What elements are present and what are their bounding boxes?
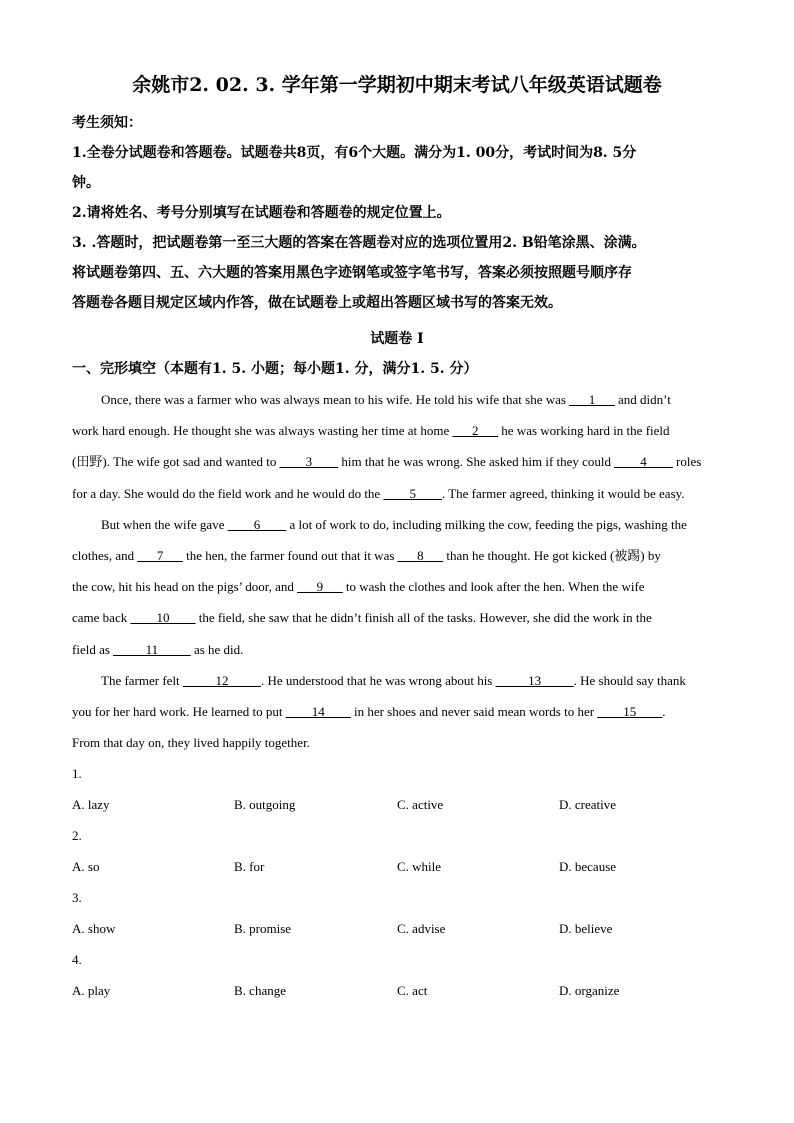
passage-text: he was working hard in the field <box>498 423 670 439</box>
passage-text: . He should say thank <box>573 672 686 688</box>
passage-line <box>72 478 724 509</box>
question-number: 1. <box>72 766 82 781</box>
question-number: 3. <box>72 890 82 905</box>
exam-title: 余姚市2. 02. 3. 学年第一学期初中期末考试八年级英语试题卷 <box>132 74 662 96</box>
passage-line <box>72 665 724 696</box>
notes-line: 考生须知： <box>72 115 142 131</box>
passage-text: the field, she saw that he didn’t finish all of the tasks. However, she did the work in the <box>195 610 652 626</box>
answer-option: D. believe <box>559 921 613 936</box>
passage-line <box>72 634 724 665</box>
cloze-blank: ____6____ <box>227 516 287 532</box>
passage-text: From that day on, they lived happily together. <box>72 735 310 751</box>
answer-option: C. active <box>397 797 444 812</box>
question-list <box>72 758 732 1006</box>
passage-text: . He understood that he was wrong about his <box>260 672 496 688</box>
answer-option: A. lazy <box>72 797 110 812</box>
candidate-notes <box>72 108 732 318</box>
notes-line: 3. .答题时，把试题卷第一至三大题的答案在答题卷对应的选项位置用2. B铅笔涂黑、涂满。 <box>72 235 646 251</box>
answer-option: D. organize <box>559 983 620 998</box>
answer-option: B. promise <box>234 921 292 936</box>
passage-line <box>72 602 724 633</box>
paper-label: 试题卷 I <box>370 331 424 347</box>
passage-line <box>72 509 724 540</box>
passage-text: to wash the clothes and look after the hen. When the wife <box>342 579 645 595</box>
passage-text: clothes, and <box>72 547 138 563</box>
passage-text: came back <box>72 610 131 626</box>
notes-line: 2.请将姓名、考号分别填写在试题卷和答题卷的规定位置上。 <box>72 205 451 221</box>
passage-text: as he did. <box>190 641 244 657</box>
passage-text: roles <box>672 454 702 470</box>
section-title: 一、完形填空（本题有1. 5. 小题；每小题1. 分，满分1. 5. 分） <box>72 361 478 377</box>
cloze-blank: _____11_____ <box>113 641 191 657</box>
cloze-blank: ___8___ <box>397 547 444 563</box>
passage-text: field as <box>72 641 114 657</box>
cloze-blank: _____13_____ <box>495 672 574 688</box>
answer-option: A. play <box>72 983 111 998</box>
passage-text: But when the wife gave <box>101 516 228 532</box>
passage-text: for a day. She would do the field work and he would do the <box>72 485 384 501</box>
question-options <box>72 975 732 1006</box>
cloze-blank: ____4____ <box>614 454 673 470</box>
notes-line: 答题卷各题目规定区域内作答，做在试题卷上或超出答题区域书写的答案无效。 <box>72 295 562 311</box>
passage-text: a lot of work to do, including milking the cow, feeding the pigs, washing the <box>286 516 687 532</box>
cloze-passage <box>72 384 724 758</box>
answer-option: A. show <box>72 921 116 936</box>
passage-line <box>72 696 724 727</box>
question-number: 2. <box>72 828 82 843</box>
answer-option: D. because <box>559 859 617 874</box>
passage-text: (田野). The wife got sad and wanted to <box>72 454 280 470</box>
passage-text: Once, there was a farmer who was always mean to his wife. He told his wife that she was <box>101 392 570 407</box>
notes-line: 钟。 <box>72 175 100 191</box>
question-number: 4. <box>72 952 82 967</box>
cloze-blank: ____10____ <box>130 610 196 626</box>
passage-line <box>72 727 724 758</box>
answer-option: B. for <box>234 859 265 874</box>
passage-text: . <box>662 703 666 719</box>
notes-line: 将试题卷第四、五、六大题的答案用黑色字迹钢笔或签字笔书写，答案必须按照题号顺序存 <box>72 265 632 281</box>
question-options <box>72 851 732 882</box>
answer-option: C. act <box>397 983 428 998</box>
cloze-blank: ___2___ <box>452 423 499 439</box>
passage-text: you for her hard work. He learned to put <box>72 703 286 719</box>
notes-line: 1.全卷分试题卷和答题卷。试题卷共8页，有6个大题。满分为1. 00分，考试时间为8. 5分 <box>72 145 637 161</box>
passage-text: in her shoes and never said mean words to her <box>350 703 598 719</box>
passage-text: than he thought. He got kicked (被踢) by <box>443 547 661 563</box>
passage-text: the cow, hit his head on the pigs’ door, and <box>72 579 298 595</box>
answer-option: C. while <box>397 859 442 874</box>
passage-text: The farmer felt <box>101 672 183 688</box>
passage-text: work hard enough. He thought she was always wasting her time at home <box>72 423 453 439</box>
passage-line <box>72 540 724 571</box>
cloze-blank: ____5____ <box>383 485 442 501</box>
cloze-blank: ___9___ <box>297 579 343 595</box>
answer-option: B. outgoing <box>234 797 296 812</box>
answer-option: D. creative <box>559 797 617 812</box>
passage-text: . The farmer agreed, thinking it would be easy. <box>441 485 685 501</box>
question-options <box>72 789 732 820</box>
cloze-blank: ____3____ <box>279 454 339 470</box>
cloze-blank: ____14____ <box>285 703 351 719</box>
passage-line <box>72 384 724 415</box>
passage-line <box>72 415 724 446</box>
cloze-blank: ____15____ <box>597 703 663 719</box>
cloze-blank: ___7___ <box>137 547 183 563</box>
answer-option: C. advise <box>397 921 446 936</box>
passage-text: him that he was wrong. She asked him if they could <box>338 454 615 470</box>
cloze-blank: _____12_____ <box>182 672 261 688</box>
passage-text: and didn’t <box>614 392 671 407</box>
passage-line <box>72 571 724 602</box>
answer-option: B. change <box>234 983 286 998</box>
passage-text: the hen, the farmer found out that it was <box>182 547 398 563</box>
cloze-blank: ___1___ <box>569 392 615 407</box>
answer-option: A. so <box>72 859 100 874</box>
passage-line <box>72 446 724 477</box>
question-options <box>72 913 732 944</box>
